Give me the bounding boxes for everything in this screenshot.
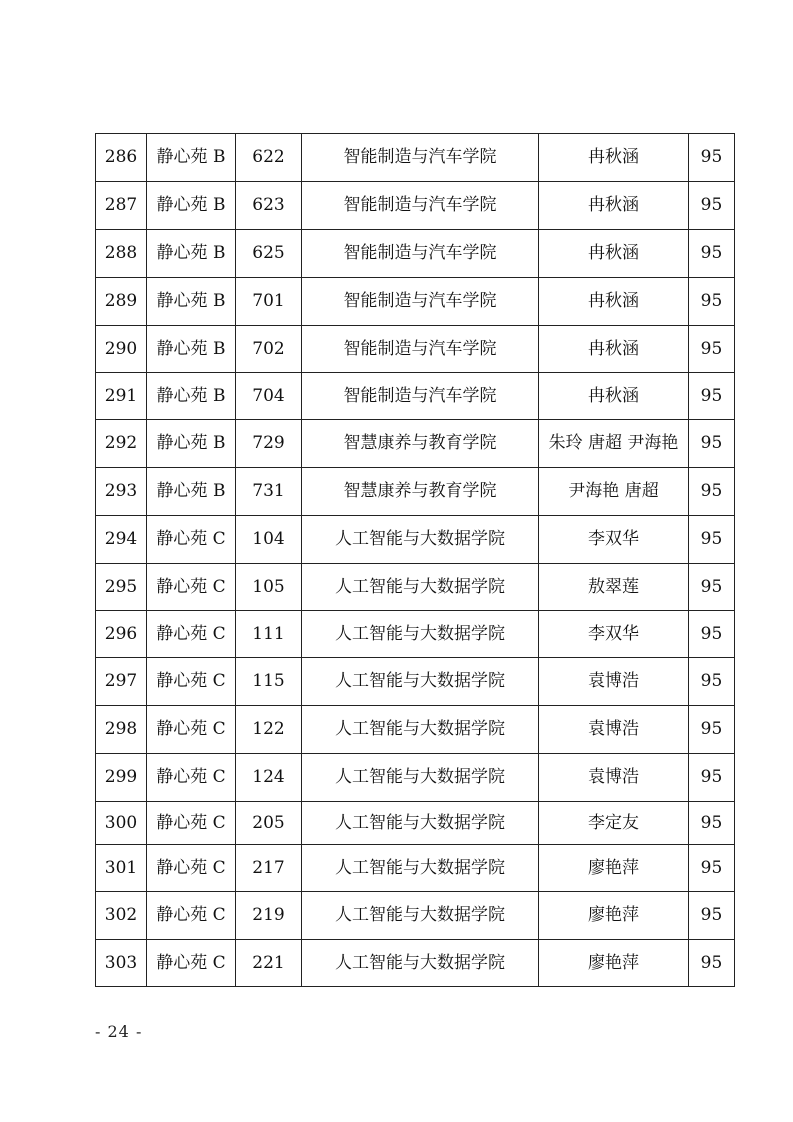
college-cell: 人工智能与大数据学院	[302, 706, 539, 754]
college-cell: 智能制造与汽车学院	[302, 278, 539, 326]
building-cell: 静心苑 B	[147, 373, 236, 420]
page-number: - 24 -	[95, 1022, 143, 1041]
building-cell: 静心苑 C	[147, 658, 236, 706]
score-cell: 95	[689, 326, 735, 373]
teacher-cell: 冉秋涵	[539, 230, 689, 278]
row-number-cell: 289	[96, 278, 147, 326]
teacher-cell: 冉秋涵	[539, 182, 689, 230]
table-row	[96, 326, 735, 373]
row-number-cell: 303	[96, 940, 147, 987]
table-row	[96, 134, 735, 182]
building-cell: 静心苑 C	[147, 754, 236, 802]
row-number-cell: 294	[96, 516, 147, 564]
room-number-cell: 219	[236, 892, 302, 940]
room-number-cell: 115	[236, 658, 302, 706]
building-cell: 静心苑 C	[147, 706, 236, 754]
teacher-cell: 廖艳萍	[539, 845, 689, 892]
building-cell: 静心苑 C	[147, 802, 236, 845]
table-body	[96, 134, 735, 987]
table-row	[96, 182, 735, 230]
college-cell: 人工智能与大数据学院	[302, 802, 539, 845]
teacher-cell: 李双华	[539, 611, 689, 658]
table-row	[96, 845, 735, 892]
row-number-cell: 286	[96, 134, 147, 182]
college-cell: 人工智能与大数据学院	[302, 845, 539, 892]
room-number-cell: 205	[236, 802, 302, 845]
row-number-cell: 301	[96, 845, 147, 892]
college-cell: 人工智能与大数据学院	[302, 892, 539, 940]
table-row	[96, 754, 735, 802]
room-number-cell: 217	[236, 845, 302, 892]
table-row	[96, 420, 735, 468]
college-cell: 智能制造与汽车学院	[302, 134, 539, 182]
room-number-cell: 623	[236, 182, 302, 230]
college-cell: 人工智能与大数据学院	[302, 658, 539, 706]
room-number-cell: 625	[236, 230, 302, 278]
table-row	[96, 564, 735, 611]
college-cell: 智能制造与汽车学院	[302, 373, 539, 420]
room-number-cell: 221	[236, 940, 302, 987]
room-number-cell: 729	[236, 420, 302, 468]
row-number-cell: 297	[96, 658, 147, 706]
row-number-cell: 299	[96, 754, 147, 802]
college-cell: 人工智能与大数据学院	[302, 564, 539, 611]
row-number-cell: 295	[96, 564, 147, 611]
building-cell: 静心苑 B	[147, 182, 236, 230]
teacher-cell: 敖翠莲	[539, 564, 689, 611]
room-number-cell: 701	[236, 278, 302, 326]
building-cell: 静心苑 B	[147, 468, 236, 516]
teacher-cell: 冉秋涵	[539, 326, 689, 373]
row-number-cell: 293	[96, 468, 147, 516]
teacher-cell: 尹海艳 唐超	[539, 468, 689, 516]
building-cell: 静心苑 C	[147, 564, 236, 611]
room-number-cell: 622	[236, 134, 302, 182]
table-row	[96, 611, 735, 658]
college-cell: 智慧康养与教育学院	[302, 468, 539, 516]
row-number-cell: 288	[96, 230, 147, 278]
table-row	[96, 892, 735, 940]
table-row	[96, 373, 735, 420]
table-row	[96, 802, 735, 845]
building-cell: 静心苑 C	[147, 611, 236, 658]
table-row	[96, 468, 735, 516]
building-cell: 静心苑 C	[147, 892, 236, 940]
room-number-cell: 105	[236, 564, 302, 611]
score-cell: 95	[689, 802, 735, 845]
table-row	[96, 940, 735, 987]
teacher-cell: 袁博浩	[539, 658, 689, 706]
teacher-cell: 袁博浩	[539, 754, 689, 802]
row-number-cell: 296	[96, 611, 147, 658]
teacher-cell: 袁博浩	[539, 706, 689, 754]
teacher-cell: 李双华	[539, 516, 689, 564]
building-cell: 静心苑 B	[147, 420, 236, 468]
table-row	[96, 706, 735, 754]
score-cell: 95	[689, 611, 735, 658]
room-number-cell: 731	[236, 468, 302, 516]
score-cell: 95	[689, 516, 735, 564]
college-cell: 人工智能与大数据学院	[302, 940, 539, 987]
dormitory-score-table	[95, 133, 735, 987]
score-cell: 95	[689, 754, 735, 802]
teacher-cell: 廖艳萍	[539, 940, 689, 987]
score-cell: 95	[689, 658, 735, 706]
room-number-cell: 104	[236, 516, 302, 564]
row-number-cell: 300	[96, 802, 147, 845]
teacher-cell: 冉秋涵	[539, 373, 689, 420]
score-cell: 95	[689, 420, 735, 468]
teacher-cell: 李定友	[539, 802, 689, 845]
room-number-cell: 124	[236, 754, 302, 802]
building-cell: 静心苑 C	[147, 516, 236, 564]
building-cell: 静心苑 C	[147, 940, 236, 987]
score-cell: 95	[689, 706, 735, 754]
room-number-cell: 702	[236, 326, 302, 373]
room-number-cell: 111	[236, 611, 302, 658]
college-cell: 智能制造与汽车学院	[302, 182, 539, 230]
table-row	[96, 278, 735, 326]
building-cell: 静心苑 C	[147, 845, 236, 892]
score-cell: 95	[689, 468, 735, 516]
score-cell: 95	[689, 892, 735, 940]
score-cell: 95	[689, 182, 735, 230]
college-cell: 智能制造与汽车学院	[302, 326, 539, 373]
score-cell: 95	[689, 134, 735, 182]
building-cell: 静心苑 B	[147, 230, 236, 278]
college-cell: 智能制造与汽车学院	[302, 230, 539, 278]
row-number-cell: 290	[96, 326, 147, 373]
room-number-cell: 704	[236, 373, 302, 420]
row-number-cell: 292	[96, 420, 147, 468]
college-cell: 人工智能与大数据学院	[302, 516, 539, 564]
row-number-cell: 302	[96, 892, 147, 940]
college-cell: 人工智能与大数据学院	[302, 754, 539, 802]
score-cell: 95	[689, 940, 735, 987]
score-cell: 95	[689, 278, 735, 326]
room-number-cell: 122	[236, 706, 302, 754]
row-number-cell: 298	[96, 706, 147, 754]
score-cell: 95	[689, 230, 735, 278]
building-cell: 静心苑 B	[147, 326, 236, 373]
building-cell: 静心苑 B	[147, 134, 236, 182]
college-cell: 智慧康养与教育学院	[302, 420, 539, 468]
row-number-cell: 287	[96, 182, 147, 230]
teacher-cell: 朱玲 唐超 尹海艳	[539, 420, 689, 468]
building-cell: 静心苑 B	[147, 278, 236, 326]
teacher-cell: 冉秋涵	[539, 134, 689, 182]
table-row	[96, 658, 735, 706]
row-number-cell: 291	[96, 373, 147, 420]
college-cell: 人工智能与大数据学院	[302, 611, 539, 658]
table-row	[96, 230, 735, 278]
teacher-cell: 冉秋涵	[539, 278, 689, 326]
score-cell: 95	[689, 564, 735, 611]
table-row	[96, 516, 735, 564]
score-cell: 95	[689, 845, 735, 892]
score-cell: 95	[689, 373, 735, 420]
teacher-cell: 廖艳萍	[539, 892, 689, 940]
